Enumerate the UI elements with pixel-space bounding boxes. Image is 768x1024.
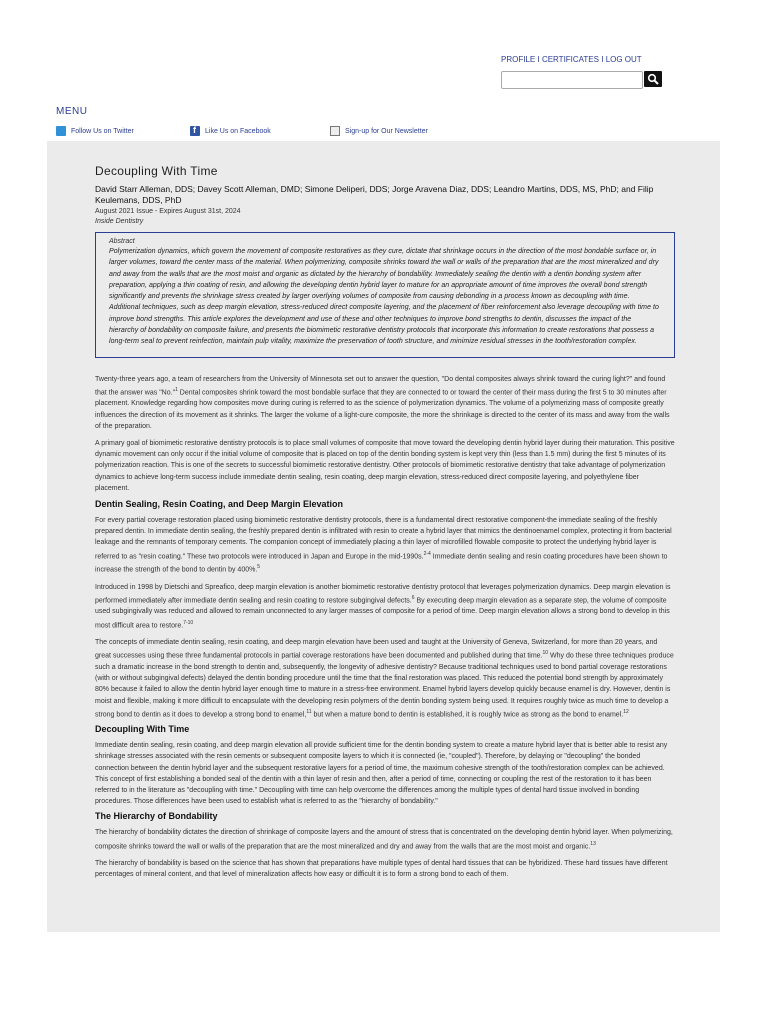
search-button[interactable] bbox=[644, 71, 662, 87]
account-links bbox=[501, 55, 642, 64]
search-input[interactable] bbox=[501, 71, 643, 89]
paragraph-3: For every partial coverage restoration placed using biomimetic restorative dentistry protocols, there is a fundamental direct restorative component-the immediate sealing of the freshly prepared dentin. In immediate dentin sealing, the freshly prepared dentin is infiltrated with resin to create a hybrid layer that mimics the dentinoenamel complex, protecting it from bacterial leakage and the remnants of temporary cements. The companion concept of immediately placing a thin layer of microfilled flowable composite to protect the underlying hybrid layer is referred to as "resin coating." These two protocols were introduced in Japan and Europe in the mid-1990s.$^{2-4}$ Immediate dentin sealing and resin coating procedures have been shown to increase the strength of the bond to dentin by 400%.$^5$ bbox=[95, 517, 672, 574]
paragraph-8: The hierarchy of bondability is based on the science that has shown that preparations have multiple types of dental hard tissues that can be hybridized. These hard tissues have different percentages of mineral content, and that level of mineralization affects how easy or difficult it is to form a strong bond to each of them. bbox=[95, 860, 668, 879]
publication-name: Inside Dentistry bbox=[95, 218, 144, 225]
twitter-icon bbox=[56, 126, 66, 136]
section-heading-decoupling: Decoupling With Time bbox=[95, 724, 190, 735]
facebook-label: Like Us on Facebook bbox=[205, 127, 271, 135]
newsletter-link[interactable] bbox=[330, 126, 428, 136]
certificates-link[interactable]: CERTIFICATES bbox=[541, 55, 599, 64]
section-heading-hierarchy: The Hierarchy of Bondability bbox=[95, 811, 218, 822]
paragraph-4: Introduced in 1998 by Dietschi and Spreafico, deep margin elevation is another biomimetic restorative dentistry protocol that leverages polymerization dynamics. Deep margin elevation is performed immediately after immediate dentin sealing and resin coating to restore subgingival defects.$^6$ By executing deep margin elevation as a separate step, the volume of composite used subgingivally was reduced and allowed to remain unconnected to any larger masses of composite for a period of time. Deep margin elevation allows a strong bond to develop in this most difficult area to restore.$^{7-10}$ bbox=[95, 583, 671, 629]
page-container bbox=[47, 47, 720, 932]
paragraph-5: The concepts of immediate dentin sealing, resin coating, and deep margin elevation have been used and taught at the University of Geneva, Switzerland, for more than 20 years, and great successes using these three fundamental protocols in partial coverage restorations have been documented and published during that time.$^{10}$ Why do these three techniques produce such a dramatic increase in the bond strength to dentin and, subsequently, the longevity of adhesive dentistry? Because traditional techniques used to bond partial coverage restorations (with or without subgingival defects) delayed the dentin bonding procedure until the time that the final restoration was placed. This reduced the potential bond strength by approximately 80% because it failed to allow the dentin hybrid layer enough time to mature in a stress-free environment. Enamel hybrid layers develop quickly because enamel is dry. However, dentin is moist and flexible, making it more difficult to encapsulate with the developing resin polymers of the dentin bonding system being used. It requires roughly twice as much time to develop a strong bond to dentin as it does to develop a strong bond to enamel,$^{11}$ but when a mature bond to dentin is established, it is roughly twice as strong as the bond to enamel.$^{12}$ bbox=[95, 639, 674, 719]
newsletter-icon bbox=[330, 126, 340, 136]
article-issue: August 2021 Issue - Expires August 31st, 2024 bbox=[95, 208, 241, 215]
article bbox=[95, 164, 675, 881]
logout-link[interactable]: LOG OUT bbox=[605, 55, 642, 64]
paragraph-1: Twenty-three years ago, a team of researchers from the University of Minnesota set out to answer the question, "Do dental composites always shrink toward the curing light?" and found that the answer was "No."$^1$ Dental composites shrink toward the most bondable surface that they are connected to or toward the center of their mass during the first 5 to 30 minutes after placement. Knowledge regarding how composites move during curing is referred to as the science of polymerization dynamics. The volume of a polymerizing mass of composite greatly influences the direction of its movement as it shrinks. The larger the volume of a light-cure composite, the more the shrinkage is directed to the center of its mass and away from the walls of the preparation. bbox=[95, 375, 670, 430]
abstract-heading: Abstract bbox=[109, 238, 135, 245]
facebook-icon bbox=[190, 126, 200, 136]
magnifier-icon bbox=[647, 73, 659, 85]
paragraph-2: A primary goal of biomimetic restorative dentistry protocols is to place small volumes of composite that move toward the developing dentin hybrid layer during their maturation. This positive dynamic movement can only occur if the initial volume of composite that is placed on top of the dentin bonding system is kept very thin (less than 1.5 mm) during the first 5 minutes of its polymerization reaction. This is one of the secrets to successful biomimetic restorative dentistry. Other protocols of biomimetic restorative dentistry that take advantage of polymerization dynamics to achieve long-term success include immediate dentin sealing, resin coating, deep margin elevation, stress-reduced direct composite layering, and polyethylene fiber placement. bbox=[95, 440, 675, 492]
twitter-label: Follow Us on Twitter bbox=[71, 127, 134, 135]
paragraph-6: Immediate dentin sealing, resin coating, and deep margin elevation all provide sufficient time for the dentin bonding system to create a mature hybrid layer that is better able to resist any shrinkage stresses associated with the resin cements or subsequent composite layers to which it is connected (ie, "coupled"). Therefore, by delaying or "decoupling" the bonded connection between the dentin hybrid layer and the subsequent restorative layers for a period of time, the maximum cohesive strength of the tooth/restoration complex can be achieved. This concept of first establishing a bonded seal of the dentin with a thin layer of resin and then, after a period of time, connecting or coupling the rest of the restoration to it has been referred to in the literature as "decoupling with time." Decoupling with time can help overcome the differences among the multiple types of dental hard tissue involved in bonding procedures. Those differences have been used to establish what is referred to as the "hierarchy of bondability." bbox=[95, 742, 668, 806]
article-authors: David Starr Alleman, DDS; Davey Scott Alleman, DMD; Simone Deliperi, DDS; Jorge Aravena Diaz, DDS; Leandro Martins, DDS, MS, PhD; and Filip Keulemans, DDS, PhD bbox=[95, 184, 654, 205]
article-publication bbox=[95, 217, 675, 226]
abstract-text: Polymerization dynamics, which govern the movement of composite restoratives as they cure, dictate that shrinkage occurs in the direction of the most bondable surface or, in larger volumes, toward the center mass of the material. When polymerizing, composite shrinks toward the wall or walls of the preparation that are the most mineralized and dry and away from the walls that are the most moist and organic as dictated by the hierarchy of bondability. Immediately sealing the dentin with a dentin bonding system after preparation, applying a thin coating of resin, and allowing the developing dentin hybrid layer to mature for an appropriate amount of time improves the overall bond strength significantly and prevents the shrinkage stress created by larger overlying volumes of composite from causing debonding in a process known as decoupling with time. Additional techniques, such as deep margin elevation, stress-reduced direct composite layering, and the placement of fiber reinforcement also leverage decoupling with time to improve bond strengths. This article explores the development and use of these and other techniques to improve bond strengths to dentin, discusses the impact of the hierarchy of bondability on composite failure, and presents the biomimetic restorative dentistry protocols that incorporate this information to create restorations that possess a long-term seal to prevent reinfection, maintain pulp vitality, maximize the preservation of tooth structure, and minimize residual stresses in the tooth/restoration complex. bbox=[109, 248, 659, 346]
facebook-link[interactable] bbox=[190, 126, 271, 136]
paragraph-7: The hierarchy of bondability dictates the direction of shrinkage of composite layers and the amount of stress that is concentrated on the developing dentin hybrid layer. When polymerizing, composite shrinks toward the wall or walls of the preparation that are the most mineralized and dry and away from the walls that are the most moist and organic.$^{13}$ bbox=[95, 829, 673, 850]
article-title: Decoupling With Time bbox=[95, 164, 218, 178]
link-separator: I bbox=[537, 55, 540, 64]
menu-button[interactable]: MENU bbox=[56, 106, 88, 117]
abstract-box bbox=[95, 232, 675, 358]
section-heading-dentin-sealing: Dentin Sealing, Resin Coating, and Deep Margin Elevation bbox=[95, 499, 344, 510]
twitter-link[interactable] bbox=[56, 126, 134, 136]
newsletter-label: Sign-up for Our Newsletter bbox=[345, 127, 428, 135]
site-header bbox=[47, 47, 720, 141]
profile-link[interactable]: PROFILE bbox=[501, 55, 536, 64]
link-separator: I bbox=[601, 55, 604, 64]
